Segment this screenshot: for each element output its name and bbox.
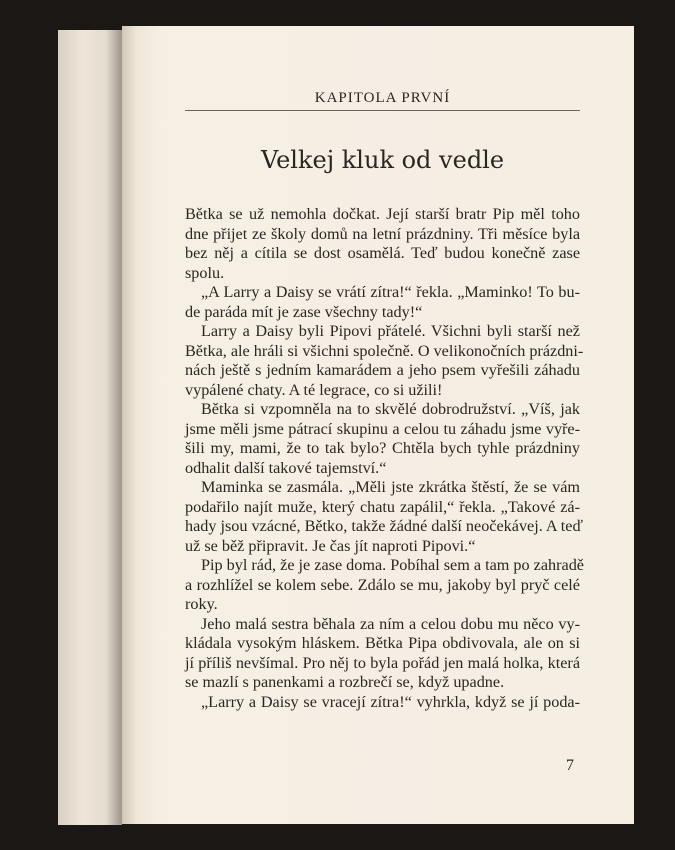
- text-line: roky.: [185, 595, 218, 613]
- paragraph: [185, 283, 580, 322]
- text-line: Maminka se zasmála. „Měli jste zkrátka štěstí, že se vám: [201, 478, 580, 496]
- text-line: šili my, mami, že to tak bylo? Chtěla bych tyhle prázdniny: [185, 439, 580, 457]
- chapter-title: Velkej kluk od vedle: [260, 146, 505, 174]
- text-line: vypálené chaty. A té legrace, co si užili!: [185, 380, 443, 399]
- text-line: dne přijet ze školy domů na letní prázdniny. Tři měsíce byla: [185, 224, 580, 243]
- text-line: jí příliš nevšímal. Pro něj to byla pořád jen malá holka, která: [185, 653, 580, 672]
- text-line: podařilo najít muže, který chatu zapálil,“ řekla. „Takové zá-: [185, 497, 580, 516]
- text-line: Bětka se už nemohla dočkat. Její starší bratr Pip měl toho: [185, 205, 580, 223]
- text-line: Bětka, ale hráli si všichni společně. O velikonočních prázdni-: [185, 341, 584, 360]
- text-line: hady jsou vzácné, Bětko, takže žádné další neočekávej. A teď: [185, 517, 583, 535]
- left-page-edge: [58, 30, 122, 825]
- text-line: „A Larry a Daisy se vrátí zítra!“ řekla. „Maminko! To bu-: [201, 283, 580, 301]
- text-line: Pip byl rád, že je zase doma. Pobíhal sem a tam po zahradě: [201, 556, 584, 574]
- header-rule: [185, 110, 580, 111]
- page-number: 7: [566, 757, 574, 774]
- text-line: už se běž připravit. Je čas jít naproti Pipovi.“: [185, 536, 476, 555]
- paragraph: [185, 478, 583, 556]
- text-line: „Larry a Daisy se vracejí zítra!“ vyhrkla, když se jí poda-: [201, 692, 580, 711]
- paragraph: [185, 205, 580, 283]
- paragraph: [185, 556, 584, 615]
- text-line: bez něj a cítila se dost osamělá. Teď budou konečně zase: [185, 244, 580, 262]
- text-line: a rozhlížel se kolem sebe. Zdálo se mu, jakoby byl pryč celé: [185, 575, 580, 594]
- paragraph: [185, 693, 580, 713]
- text-line: odhalit další takové tajemství.“: [185, 458, 387, 477]
- text-line: spolu.: [185, 263, 225, 282]
- text-line: jsme měli jsme pátrací skupinu a celou tu záhadu jsme vyře-: [185, 419, 580, 438]
- paragraph: [185, 400, 580, 478]
- text-line: kládala vysokým hláskem. Bětka Pipa obdivovala, ale on si: [185, 634, 580, 652]
- text-line: nách ještě s jedním kamarádem a jeho psem vyřešili záhadu: [185, 361, 580, 379]
- text-line: Jeho malá sestra běhala za ním a celou dobu mu něco vy-: [201, 614, 580, 633]
- text-line: de paráda mít je zase všechny tady!“: [185, 302, 423, 321]
- text-line: Bětka si vzpomněla na to skvělé dobrodružství. „Víš, jak: [201, 400, 580, 418]
- text-line: Larry a Daisy byli Pipovi přátelé. Všichni byli starší než: [201, 322, 580, 340]
- paragraph: [185, 322, 584, 400]
- body-text: [185, 205, 584, 712]
- chapter-header: KAPITOLA PRVNÍ: [314, 90, 451, 106]
- paragraph: [185, 615, 580, 693]
- text-line: se mazlí s panenkami a rozbrečí se, když upadne.: [185, 673, 505, 691]
